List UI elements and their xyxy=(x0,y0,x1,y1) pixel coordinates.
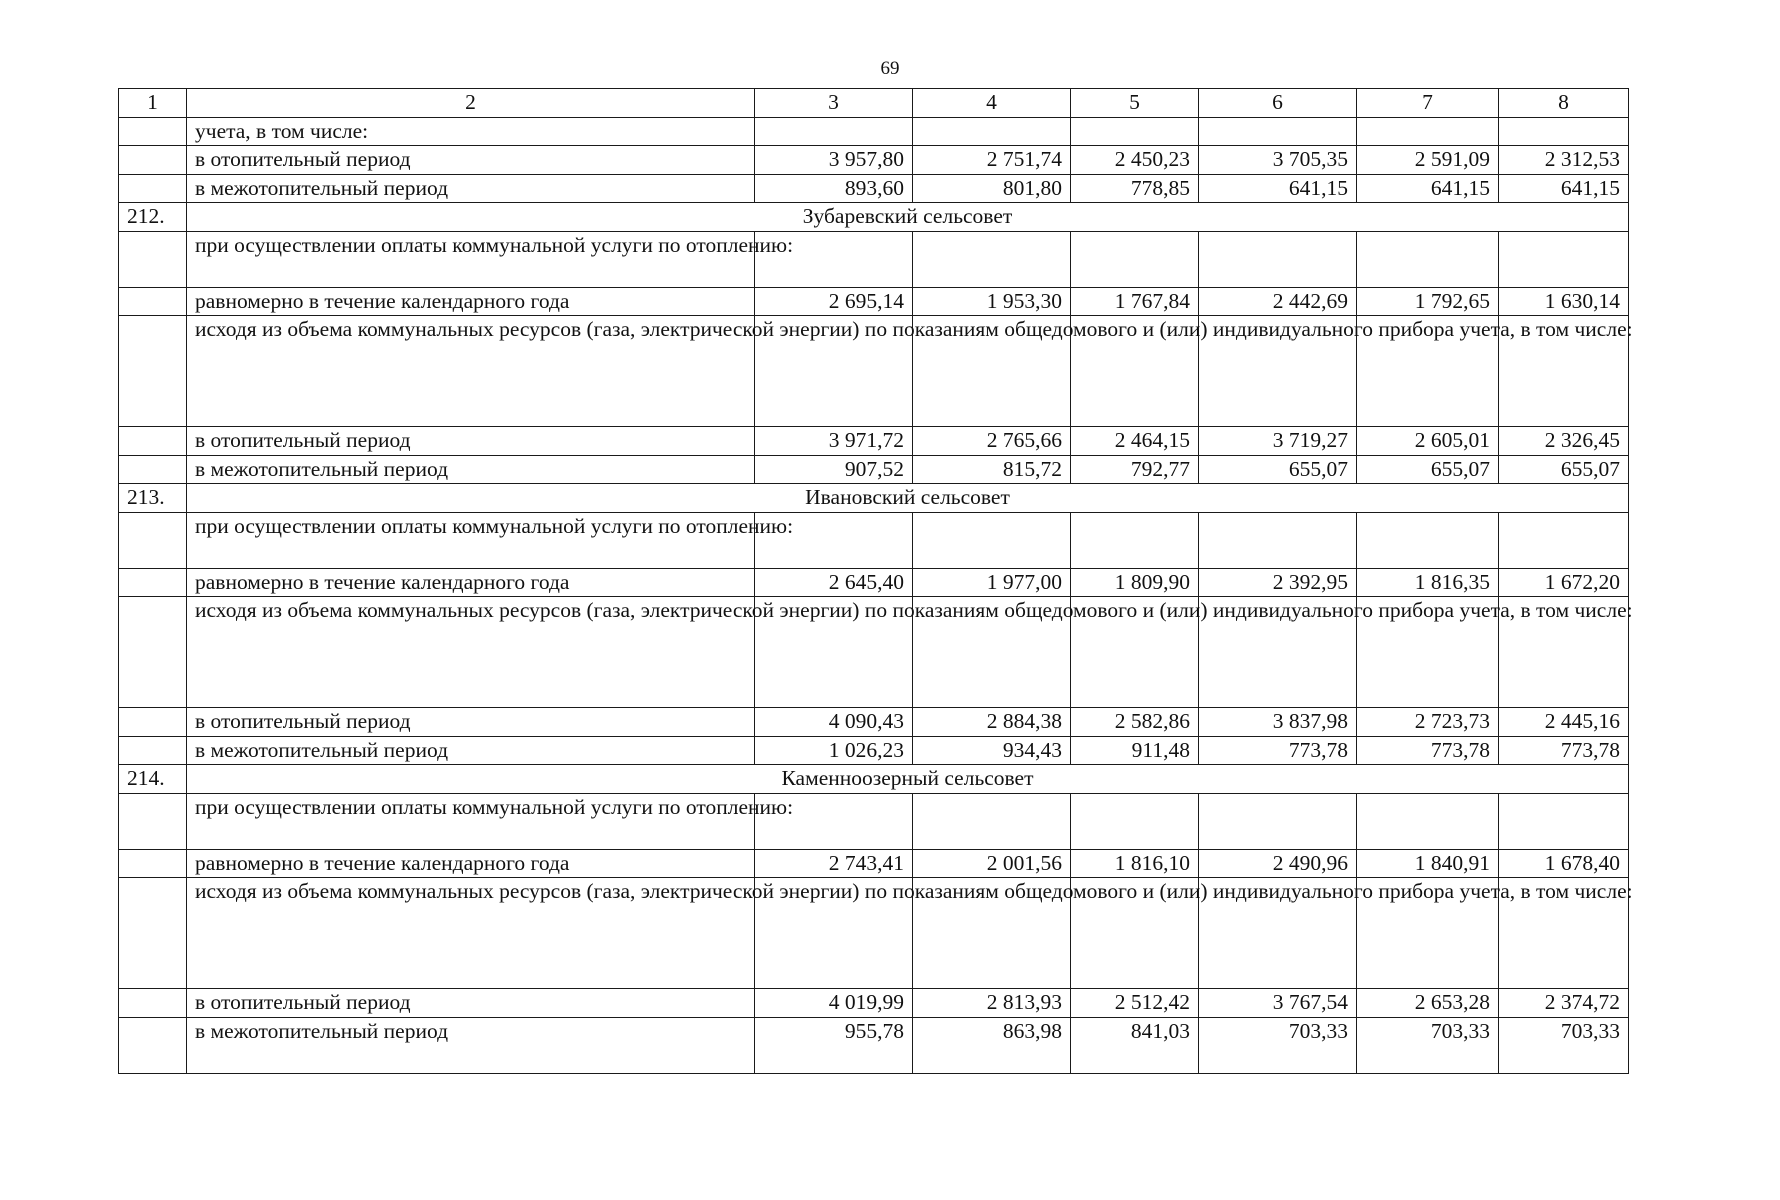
value-cell-col-6 xyxy=(1199,512,1357,568)
row-label: в межотопительный период xyxy=(187,455,755,484)
section-header-row xyxy=(119,484,1629,513)
value-cell-col-3: 2 743,41 xyxy=(755,849,913,878)
value-cell-col-8: 2 312,53 xyxy=(1499,146,1629,175)
value-cell-col-8: 703,33 xyxy=(1499,1017,1629,1073)
row-label: в межотопительный период xyxy=(187,736,755,765)
value-cell-col-8: 655,07 xyxy=(1499,455,1629,484)
table-row xyxy=(119,427,1629,456)
value-cell-col-4: 1 953,30 xyxy=(913,287,1071,316)
section-header-row xyxy=(119,203,1629,232)
section-name: Ивановский сельсовет xyxy=(187,484,1629,513)
value-cell-col-6: 3 719,27 xyxy=(1199,427,1357,456)
row-index-cell xyxy=(119,849,187,878)
header-row xyxy=(119,89,1629,118)
value-cell-col-4: 2 751,74 xyxy=(913,146,1071,175)
row-label: равномерно в течение календарного года xyxy=(187,568,755,597)
value-cell-col-5: 792,77 xyxy=(1071,455,1199,484)
table-row xyxy=(119,1017,1629,1073)
value-cell-col-7 xyxy=(1357,512,1499,568)
value-cell-col-4 xyxy=(913,793,1071,849)
value-cell-col-8 xyxy=(1499,117,1629,146)
row-label: исходя из объема коммунальных ресурсов (газа, электрической энергии) по показаниям общедомового и (или) индивидуального прибора учета, в том числе: xyxy=(187,316,755,427)
value-cell-col-6: 2 442,69 xyxy=(1199,287,1357,316)
value-cell-col-4: 801,80 xyxy=(913,174,1071,203)
value-cell-col-6: 3 705,35 xyxy=(1199,146,1357,175)
value-cell-col-7 xyxy=(1357,793,1499,849)
row-index-cell xyxy=(119,287,187,316)
section-index: 212. xyxy=(119,203,187,232)
row-label: в отопительный период xyxy=(187,989,755,1018)
value-cell-col-5: 1 816,10 xyxy=(1071,849,1199,878)
table-row xyxy=(119,174,1629,203)
row-index-cell xyxy=(119,793,187,849)
value-cell-col-6 xyxy=(1199,793,1357,849)
header-cell-4: 4 xyxy=(913,89,1071,118)
table-row xyxy=(119,455,1629,484)
table-row xyxy=(119,736,1629,765)
value-cell-col-4 xyxy=(913,117,1071,146)
table-row xyxy=(119,878,1629,989)
value-cell-col-8: 1 678,40 xyxy=(1499,849,1629,878)
value-cell-col-6: 703,33 xyxy=(1199,1017,1357,1073)
table-row xyxy=(119,117,1629,146)
row-label: при осуществлении оплаты коммунальной услуги по отоплению: xyxy=(187,512,755,568)
section-index: 213. xyxy=(119,484,187,513)
header-cell-8: 8 xyxy=(1499,89,1629,118)
row-index-cell xyxy=(119,455,187,484)
row-label: в межотопительный период xyxy=(187,174,755,203)
value-cell-col-5: 2 450,23 xyxy=(1071,146,1199,175)
value-cell-col-5: 2 464,15 xyxy=(1071,427,1199,456)
value-cell-col-8: 773,78 xyxy=(1499,736,1629,765)
row-index-cell xyxy=(119,231,187,287)
row-label: в отопительный период xyxy=(187,708,755,737)
table-row xyxy=(119,512,1629,568)
header-cell-7: 7 xyxy=(1357,89,1499,118)
value-cell-col-5: 911,48 xyxy=(1071,736,1199,765)
value-cell-col-8: 1 630,14 xyxy=(1499,287,1629,316)
value-cell-col-7: 773,78 xyxy=(1357,736,1499,765)
header-cell-3: 3 xyxy=(755,89,913,118)
value-cell-col-3: 4 090,43 xyxy=(755,708,913,737)
value-cell-col-4: 2 813,93 xyxy=(913,989,1071,1018)
table-row xyxy=(119,287,1629,316)
row-index-cell xyxy=(119,708,187,737)
section-index: 214. xyxy=(119,765,187,794)
row-index-cell xyxy=(119,512,187,568)
row-label: исходя из объема коммунальных ресурсов (газа, электрической энергии) по показаниям общедомового и (или) индивидуального прибора учета, в том числе: xyxy=(187,878,755,989)
value-cell-col-4: 863,98 xyxy=(913,1017,1071,1073)
value-cell-col-6: 2 392,95 xyxy=(1199,568,1357,597)
value-cell-col-8 xyxy=(1499,512,1629,568)
value-cell-col-6: 773,78 xyxy=(1199,736,1357,765)
value-cell-col-6: 3 767,54 xyxy=(1199,989,1357,1018)
tariff-table xyxy=(118,88,1633,1074)
value-cell-col-4 xyxy=(913,231,1071,287)
row-index-cell xyxy=(119,427,187,456)
table-row xyxy=(119,849,1629,878)
row-label: при осуществлении оплаты коммунальной услуги по отоплению: xyxy=(187,231,755,287)
section-header-row xyxy=(119,765,1629,794)
row-label: в межотопительный период xyxy=(187,1017,755,1073)
value-cell-col-7: 703,33 xyxy=(1357,1017,1499,1073)
value-cell-col-6 xyxy=(1199,231,1357,287)
value-cell-col-3: 907,52 xyxy=(755,455,913,484)
value-cell-col-8: 2 445,16 xyxy=(1499,708,1629,737)
value-cell-col-5: 1 767,84 xyxy=(1071,287,1199,316)
value-cell-col-7: 655,07 xyxy=(1357,455,1499,484)
value-cell-col-7: 1 840,91 xyxy=(1357,849,1499,878)
value-cell-col-5 xyxy=(1071,793,1199,849)
value-cell-col-3: 1 026,23 xyxy=(755,736,913,765)
value-cell-col-3: 3 957,80 xyxy=(755,146,913,175)
value-cell-col-7: 2 653,28 xyxy=(1357,989,1499,1018)
header-cell-1: 1 xyxy=(119,89,187,118)
table-row xyxy=(119,989,1629,1018)
value-cell-col-5: 2 512,42 xyxy=(1071,989,1199,1018)
value-cell-col-6: 655,07 xyxy=(1199,455,1357,484)
value-cell-col-5 xyxy=(1071,117,1199,146)
value-cell-col-3: 893,60 xyxy=(755,174,913,203)
value-cell-col-5 xyxy=(1071,231,1199,287)
row-label: в отопительный период xyxy=(187,427,755,456)
value-cell-col-3: 2 645,40 xyxy=(755,568,913,597)
row-index-cell xyxy=(119,597,187,708)
value-cell-col-4: 815,72 xyxy=(913,455,1071,484)
row-label: при осуществлении оплаты коммунальной услуги по отоплению: xyxy=(187,793,755,849)
value-cell-col-4 xyxy=(913,512,1071,568)
row-index-cell xyxy=(119,316,187,427)
value-cell-col-5: 1 809,90 xyxy=(1071,568,1199,597)
value-cell-col-7: 2 591,09 xyxy=(1357,146,1499,175)
page-number: 69 xyxy=(880,58,900,79)
table-row xyxy=(119,146,1629,175)
value-cell-col-6 xyxy=(1199,117,1357,146)
row-label: исходя из объема коммунальных ресурсов (газа, электрической энергии) по показаниям общедомового и (или) индивидуального прибора учета, в том числе: xyxy=(187,597,755,708)
value-cell-col-4: 1 977,00 xyxy=(913,568,1071,597)
value-cell-col-8 xyxy=(1499,793,1629,849)
table-row xyxy=(119,708,1629,737)
row-index-cell xyxy=(119,989,187,1018)
value-cell-col-5: 2 582,86 xyxy=(1071,708,1199,737)
table-row xyxy=(119,568,1629,597)
value-cell-col-7: 1 792,65 xyxy=(1357,287,1499,316)
value-cell-col-3: 2 695,14 xyxy=(755,287,913,316)
value-cell-col-4: 934,43 xyxy=(913,736,1071,765)
value-cell-col-7: 2 723,73 xyxy=(1357,708,1499,737)
section-name: Каменноозерный сельсовет xyxy=(187,765,1629,794)
value-cell-col-4: 2 001,56 xyxy=(913,849,1071,878)
value-cell-col-7: 2 605,01 xyxy=(1357,427,1499,456)
value-cell-col-7 xyxy=(1357,117,1499,146)
table-row xyxy=(119,793,1629,849)
row-index-cell xyxy=(119,146,187,175)
value-cell-col-7: 641,15 xyxy=(1357,174,1499,203)
value-cell-col-8: 641,15 xyxy=(1499,174,1629,203)
value-cell-col-5: 841,03 xyxy=(1071,1017,1199,1073)
value-cell-col-5: 778,85 xyxy=(1071,174,1199,203)
value-cell-col-8: 2 374,72 xyxy=(1499,989,1629,1018)
row-index-cell xyxy=(119,1017,187,1073)
value-cell-col-8: 2 326,45 xyxy=(1499,427,1629,456)
value-cell-col-3 xyxy=(755,117,913,146)
value-cell-col-8 xyxy=(1499,231,1629,287)
value-cell-col-7 xyxy=(1357,231,1499,287)
value-cell-col-3: 4 019,99 xyxy=(755,989,913,1018)
section-name: Зубаревский сельсовет xyxy=(187,203,1629,232)
header-cell-6: 6 xyxy=(1199,89,1357,118)
table-row xyxy=(119,597,1629,708)
row-index-cell xyxy=(119,736,187,765)
row-index-cell xyxy=(119,117,187,146)
row-label: учета, в том числе: xyxy=(187,117,755,146)
row-label: равномерно в течение календарного года xyxy=(187,287,755,316)
table-body xyxy=(119,89,1633,1074)
value-cell-col-3: 955,78 xyxy=(755,1017,913,1073)
value-cell-col-3: 3 971,72 xyxy=(755,427,913,456)
header-cell-5: 5 xyxy=(1071,89,1199,118)
row-label: равномерно в течение календарного года xyxy=(187,849,755,878)
table-row xyxy=(119,316,1629,427)
value-cell-col-4: 2 884,38 xyxy=(913,708,1071,737)
row-index-cell xyxy=(119,878,187,989)
value-cell-col-5 xyxy=(1071,512,1199,568)
value-cell-col-8: 1 672,20 xyxy=(1499,568,1629,597)
table-row xyxy=(119,231,1629,287)
value-cell-col-7: 1 816,35 xyxy=(1357,568,1499,597)
header-cell-2: 2 xyxy=(187,89,755,118)
row-label: в отопительный период xyxy=(187,146,755,175)
row-index-cell xyxy=(119,174,187,203)
value-cell-col-6: 3 837,98 xyxy=(1199,708,1357,737)
row-index-cell xyxy=(119,568,187,597)
value-cell-col-4: 2 765,66 xyxy=(913,427,1071,456)
value-cell-col-6: 641,15 xyxy=(1199,174,1357,203)
value-cell-col-6: 2 490,96 xyxy=(1199,849,1357,878)
